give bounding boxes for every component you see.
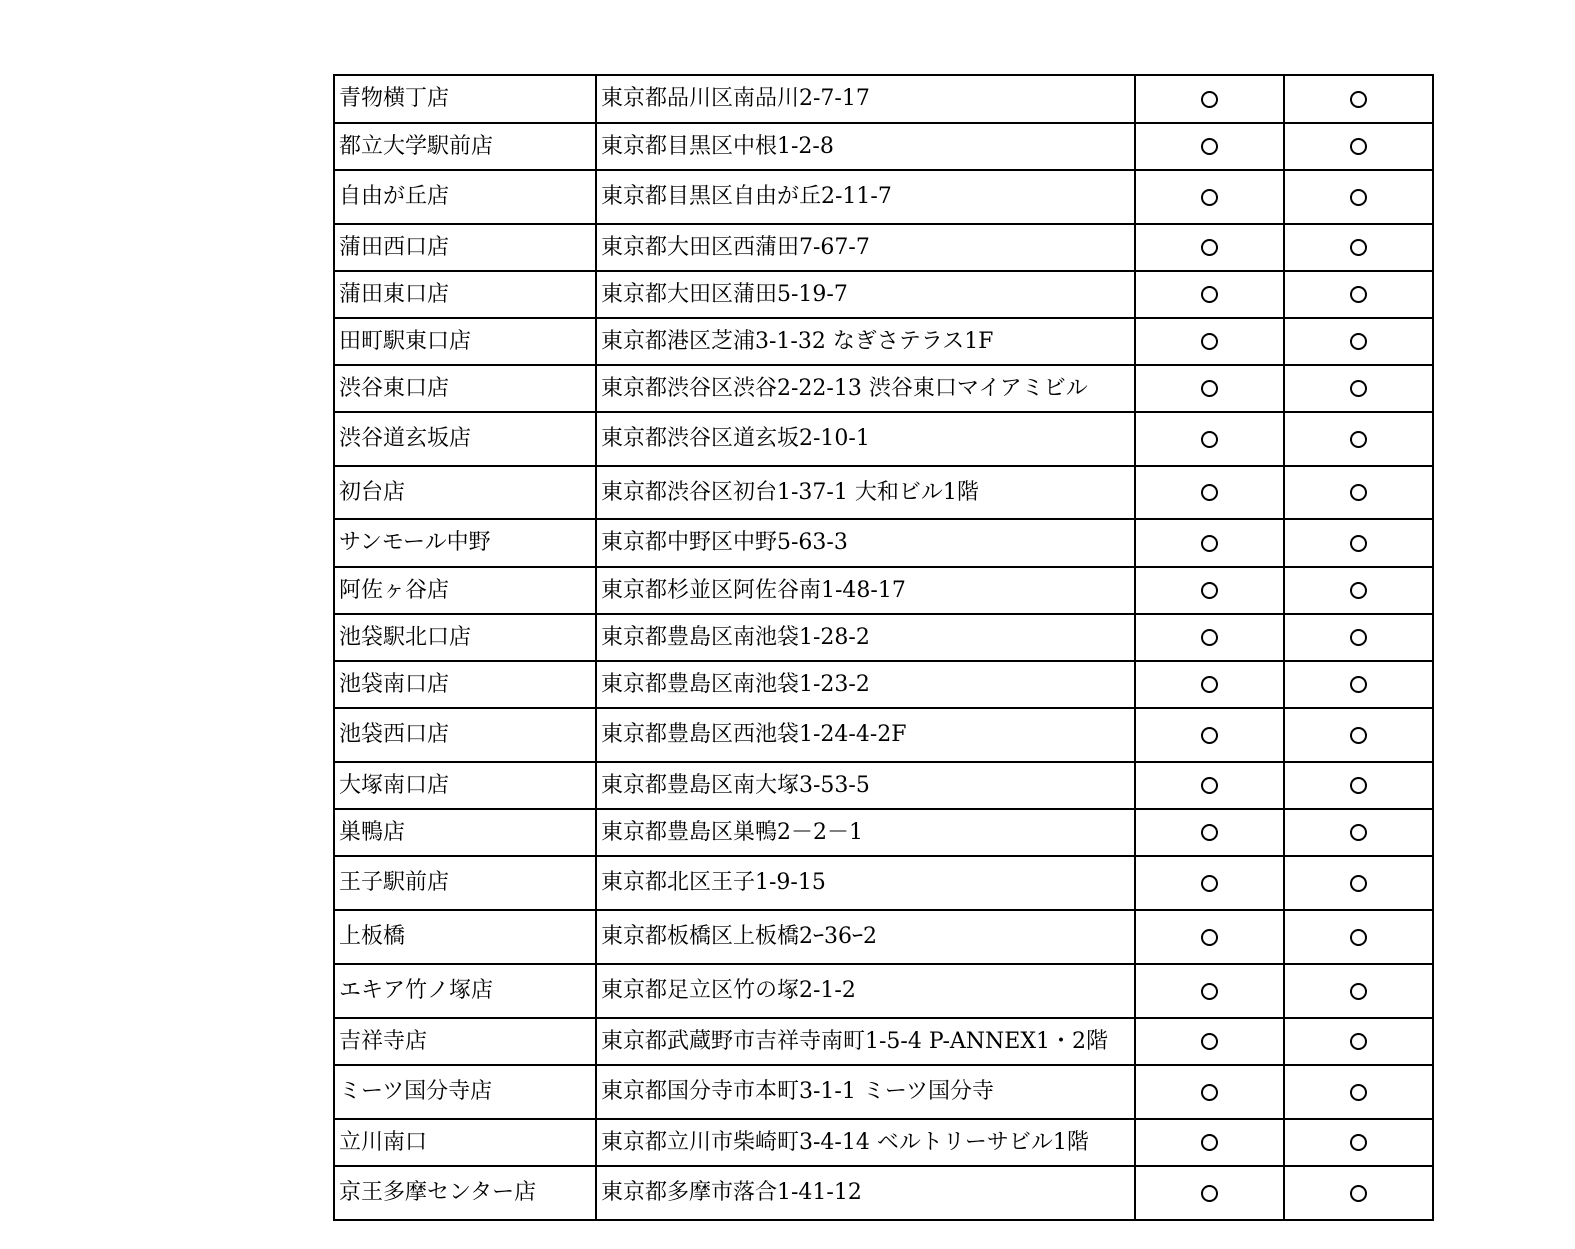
store-address-cell: 東京都中野区中野5-63-3 (596, 519, 1135, 567)
availability-mark-cell-1 (1135, 75, 1284, 123)
store-address-cell: 東京都豊島区巣鴨2－2－1 (596, 809, 1135, 856)
store-address-cell: 東京都豊島区西池袋1-24-4-2F (596, 708, 1135, 762)
circle-mark-icon (1201, 431, 1218, 448)
circle-mark-icon (1350, 676, 1367, 693)
availability-mark-cell-2 (1284, 708, 1433, 762)
store-address-cell: 東京都渋谷区初台1-37-1 大和ビル1階 (596, 466, 1135, 519)
availability-mark-cell-2 (1284, 466, 1433, 519)
availability-mark-cell-1 (1135, 708, 1284, 762)
availability-mark-cell-2 (1284, 1018, 1433, 1065)
store-address-cell: 東京都渋谷区道玄坂2-10-1 (596, 412, 1135, 466)
availability-mark-cell-2 (1284, 762, 1433, 809)
availability-mark-cell-1 (1135, 224, 1284, 271)
availability-mark-cell-2 (1284, 567, 1433, 614)
availability-mark-cell-2 (1284, 809, 1433, 856)
circle-mark-icon (1350, 189, 1367, 206)
circle-mark-icon (1201, 484, 1218, 501)
store-name-cell: 自由が丘店 (334, 170, 596, 224)
store-name-cell: 吉祥寺店 (334, 1018, 596, 1065)
store-name-cell: 都立大学駅前店 (334, 123, 596, 170)
store-name-cell: 青物横丁店 (334, 75, 596, 123)
store-name-cell: 立川南口 (334, 1119, 596, 1166)
availability-mark-cell-1 (1135, 123, 1284, 170)
availability-mark-cell-2 (1284, 519, 1433, 567)
circle-mark-icon (1350, 1185, 1367, 1202)
circle-mark-icon (1350, 983, 1367, 1000)
store-address-cell: 東京都豊島区南池袋1-28-2 (596, 614, 1135, 661)
availability-mark-cell-2 (1284, 1166, 1433, 1220)
circle-mark-icon (1350, 1134, 1367, 1151)
table-row (334, 964, 1433, 1018)
store-address-cell: 東京都豊島区南池袋1-23-2 (596, 661, 1135, 708)
availability-mark-cell-2 (1284, 1119, 1433, 1166)
availability-mark-cell-1 (1135, 318, 1284, 365)
availability-mark-cell-2 (1284, 123, 1433, 170)
circle-mark-icon (1201, 189, 1218, 206)
circle-mark-icon (1201, 983, 1218, 1000)
circle-mark-icon (1201, 1134, 1218, 1151)
store-name-cell: 王子駅前店 (334, 856, 596, 910)
circle-mark-icon (1350, 629, 1367, 646)
circle-mark-icon (1350, 582, 1367, 599)
circle-mark-icon (1201, 239, 1218, 256)
store-address-cell: 東京都杉並区阿佐谷南1-48-17 (596, 567, 1135, 614)
table-row (334, 1119, 1433, 1166)
table-row (334, 170, 1433, 224)
table-row (334, 661, 1433, 708)
circle-mark-icon (1350, 286, 1367, 303)
availability-mark-cell-1 (1135, 271, 1284, 318)
store-address-cell: 東京都豊島区南大塚3-53-5 (596, 762, 1135, 809)
availability-mark-cell-1 (1135, 365, 1284, 412)
circle-mark-icon (1201, 91, 1218, 108)
store-table-body (334, 75, 1433, 1220)
store-address-cell: 東京都品川区南品川2-7-17 (596, 75, 1135, 123)
store-name-cell: 池袋南口店 (334, 661, 596, 708)
availability-mark-cell-1 (1135, 567, 1284, 614)
circle-mark-icon (1350, 777, 1367, 794)
store-name-cell: 阿佐ヶ谷店 (334, 567, 596, 614)
availability-mark-cell-1 (1135, 809, 1284, 856)
table-row (334, 365, 1433, 412)
availability-mark-cell-2 (1284, 614, 1433, 661)
store-address-cell: 東京都大田区西蒲田7-67-7 (596, 224, 1135, 271)
store-address-cell: 東京都渋谷区渋谷2-22-13 渋谷東口マイアミビル (596, 365, 1135, 412)
circle-mark-icon (1201, 1084, 1218, 1101)
availability-mark-cell-2 (1284, 224, 1433, 271)
table-row (334, 762, 1433, 809)
store-name-cell: 巣鴨店 (334, 809, 596, 856)
availability-mark-cell-1 (1135, 1119, 1284, 1166)
store-name-cell: 田町駅東口店 (334, 318, 596, 365)
circle-mark-icon (1201, 1033, 1218, 1050)
store-address-cell: 東京都国分寺市本町3-1-1 ミーツ国分寺 (596, 1065, 1135, 1119)
table-row (334, 75, 1433, 123)
circle-mark-icon (1201, 875, 1218, 892)
circle-mark-icon (1201, 824, 1218, 841)
store-name-cell: 渋谷東口店 (334, 365, 596, 412)
availability-mark-cell-2 (1284, 170, 1433, 224)
circle-mark-icon (1350, 333, 1367, 350)
circle-mark-icon (1350, 380, 1367, 397)
store-address-cell: 東京都板橋区上板橋2ｰ36ｰ2 (596, 910, 1135, 964)
store-address-cell: 東京都目黒区自由が丘2-11-7 (596, 170, 1135, 224)
availability-mark-cell-2 (1284, 964, 1433, 1018)
availability-mark-cell-1 (1135, 466, 1284, 519)
availability-mark-cell-2 (1284, 910, 1433, 964)
circle-mark-icon (1201, 929, 1218, 946)
table-row (334, 910, 1433, 964)
availability-mark-cell-1 (1135, 170, 1284, 224)
store-address-cell: 東京都足立区竹の塚2-1-2 (596, 964, 1135, 1018)
store-address-cell: 東京都大田区蒲田5-19-7 (596, 271, 1135, 318)
store-name-cell: 渋谷道玄坂店 (334, 412, 596, 466)
table-row (334, 123, 1433, 170)
availability-mark-cell-2 (1284, 365, 1433, 412)
availability-mark-cell-1 (1135, 910, 1284, 964)
store-name-cell: 蒲田東口店 (334, 271, 596, 318)
store-name-cell: 上板橋 (334, 910, 596, 964)
circle-mark-icon (1201, 380, 1218, 397)
circle-mark-icon (1201, 138, 1218, 155)
table-row (334, 1018, 1433, 1065)
table-row (334, 1166, 1433, 1220)
circle-mark-icon (1201, 333, 1218, 350)
availability-mark-cell-1 (1135, 1166, 1284, 1220)
table-row (334, 519, 1433, 567)
store-name-cell: 池袋西口店 (334, 708, 596, 762)
table-row (334, 567, 1433, 614)
availability-mark-cell-2 (1284, 75, 1433, 123)
circle-mark-icon (1350, 239, 1367, 256)
circle-mark-icon (1350, 484, 1367, 501)
availability-mark-cell-1 (1135, 519, 1284, 567)
store-name-cell: エキア竹ノ塚店 (334, 964, 596, 1018)
store-name-cell: 蒲田西口店 (334, 224, 596, 271)
store-name-cell: 京王多摩センター店 (334, 1166, 596, 1220)
availability-mark-cell-2 (1284, 318, 1433, 365)
availability-mark-cell-1 (1135, 1065, 1284, 1119)
table-row (334, 809, 1433, 856)
table-row (334, 224, 1433, 271)
table-row (334, 856, 1433, 910)
circle-mark-icon (1350, 929, 1367, 946)
circle-mark-icon (1350, 1084, 1367, 1101)
availability-mark-cell-2 (1284, 271, 1433, 318)
availability-mark-cell-1 (1135, 614, 1284, 661)
table-row (334, 412, 1433, 466)
availability-mark-cell-1 (1135, 1018, 1284, 1065)
circle-mark-icon (1350, 875, 1367, 892)
circle-mark-icon (1350, 91, 1367, 108)
availability-mark-cell-1 (1135, 856, 1284, 910)
circle-mark-icon (1201, 676, 1218, 693)
table-row (334, 1065, 1433, 1119)
table-row (334, 614, 1433, 661)
table-row (334, 271, 1433, 318)
availability-mark-cell-1 (1135, 762, 1284, 809)
circle-mark-icon (1201, 286, 1218, 303)
store-address-cell: 東京都立川市柴崎町3-4-14 ベルトリーサビル1階 (596, 1119, 1135, 1166)
circle-mark-icon (1201, 777, 1218, 794)
availability-mark-cell-1 (1135, 964, 1284, 1018)
availability-mark-cell-2 (1284, 856, 1433, 910)
store-name-cell: 池袋駅北口店 (334, 614, 596, 661)
circle-mark-icon (1350, 824, 1367, 841)
table-row (334, 318, 1433, 365)
store-name-cell: 初台店 (334, 466, 596, 519)
store-name-cell: 大塚南口店 (334, 762, 596, 809)
availability-mark-cell-1 (1135, 412, 1284, 466)
circle-mark-icon (1201, 1185, 1218, 1202)
availability-mark-cell-1 (1135, 661, 1284, 708)
store-address-cell: 東京都北区王子1-9-15 (596, 856, 1135, 910)
store-name-cell: ミーツ国分寺店 (334, 1065, 596, 1119)
store-address-cell: 東京都武蔵野市吉祥寺南町1-5-4 P-ANNEX1・2階 (596, 1018, 1135, 1065)
circle-mark-icon (1350, 138, 1367, 155)
store-name-cell: サンモール中野 (334, 519, 596, 567)
circle-mark-icon (1350, 431, 1367, 448)
circle-mark-icon (1201, 629, 1218, 646)
circle-mark-icon (1350, 727, 1367, 744)
circle-mark-icon (1201, 582, 1218, 599)
availability-mark-cell-2 (1284, 1065, 1433, 1119)
store-address-cell: 東京都港区芝浦3-1-32 なぎさテラス1F (596, 318, 1135, 365)
circle-mark-icon (1350, 1033, 1367, 1050)
circle-mark-icon (1350, 535, 1367, 552)
availability-mark-cell-2 (1284, 412, 1433, 466)
store-address-cell: 東京都多摩市落合1-41-12 (596, 1166, 1135, 1220)
circle-mark-icon (1201, 535, 1218, 552)
store-table (333, 74, 1434, 1221)
availability-mark-cell-2 (1284, 661, 1433, 708)
store-address-cell: 東京都目黒区中根1-2-8 (596, 123, 1135, 170)
circle-mark-icon (1201, 727, 1218, 744)
table-row (334, 708, 1433, 762)
table-row (334, 466, 1433, 519)
